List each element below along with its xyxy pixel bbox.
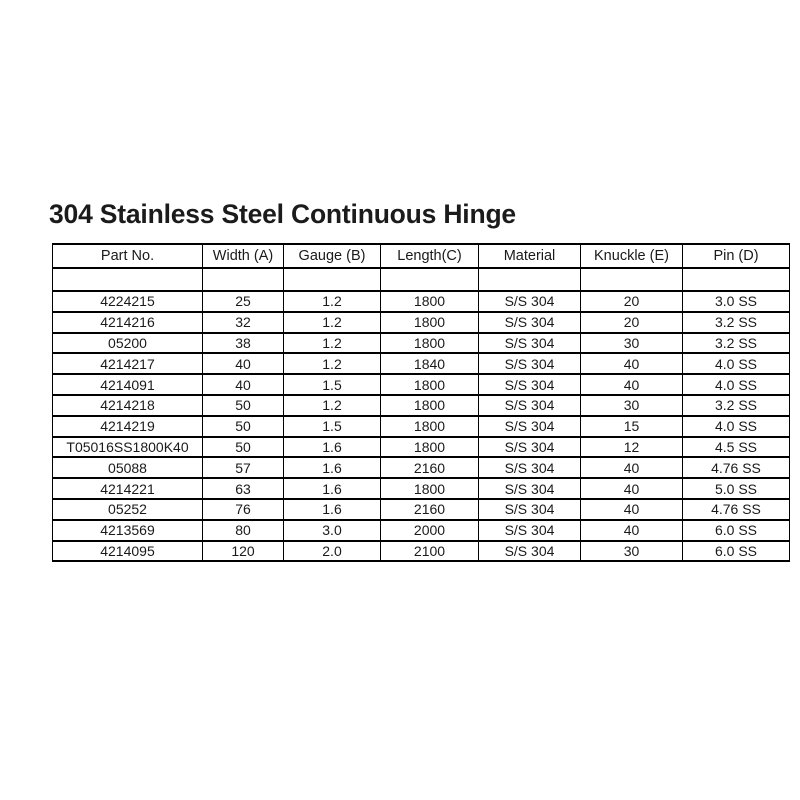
table-cell: 40 — [203, 374, 284, 395]
table-cell: 1840 — [381, 353, 479, 374]
table-cell: 30 — [581, 333, 683, 354]
table-cell: 1.6 — [284, 499, 381, 520]
table-cell: 4.0 SS — [683, 353, 790, 374]
spacer-cell — [381, 268, 479, 291]
table-row — [53, 520, 790, 541]
table-cell: 4.76 SS — [683, 457, 790, 478]
table-cell: 20 — [581, 312, 683, 333]
table-cell: 40 — [581, 478, 683, 499]
table-cell: 6.0 SS — [683, 520, 790, 541]
table-cell: 20 — [581, 291, 683, 312]
table-row — [53, 312, 790, 333]
table-cell: 05200 — [53, 333, 203, 354]
spacer-cell — [53, 268, 203, 291]
table-cell: 4214221 — [53, 478, 203, 499]
table-row — [53, 395, 790, 416]
table-cell: 3.2 SS — [683, 312, 790, 333]
table-cell: 30 — [581, 541, 683, 562]
spec-table — [52, 243, 790, 562]
table-cell: S/S 304 — [479, 499, 581, 520]
table-cell: 1800 — [381, 312, 479, 333]
table-cell: 1.6 — [284, 437, 381, 458]
table-cell: 63 — [203, 478, 284, 499]
table-cell: 40 — [581, 499, 683, 520]
table-cell: 3.2 SS — [683, 395, 790, 416]
table-cell: 1.2 — [284, 291, 381, 312]
header-cell-2: Gauge (B) — [284, 244, 381, 268]
table-cell: 4214217 — [53, 353, 203, 374]
table-cell: 2000 — [381, 520, 479, 541]
table-cell: 1800 — [381, 333, 479, 354]
table-cell: 4.0 SS — [683, 374, 790, 395]
table-cell: 40 — [581, 457, 683, 478]
table-cell: S/S 304 — [479, 333, 581, 354]
table-cell: 40 — [581, 353, 683, 374]
table-cell: 76 — [203, 499, 284, 520]
table-cell: 2160 — [381, 457, 479, 478]
table-row — [53, 291, 790, 312]
table-cell: 57 — [203, 457, 284, 478]
table-cell: 3.0 — [284, 520, 381, 541]
table-row — [53, 457, 790, 478]
table-cell: 2100 — [381, 541, 479, 562]
table-cell: 1.5 — [284, 374, 381, 395]
spacer-cell — [284, 268, 381, 291]
header-row — [53, 244, 790, 268]
table-cell: 25 — [203, 291, 284, 312]
table-row — [53, 416, 790, 437]
table-cell: 3.0 SS — [683, 291, 790, 312]
table-cell: 50 — [203, 395, 284, 416]
table-cell: 1800 — [381, 374, 479, 395]
header-cell-5: Knuckle (E) — [581, 244, 683, 268]
table-cell: 40 — [203, 353, 284, 374]
table-cell: S/S 304 — [479, 395, 581, 416]
table-row — [53, 541, 790, 562]
table-cell: 50 — [203, 416, 284, 437]
table-cell: 1800 — [381, 291, 479, 312]
table-cell: 2160 — [381, 499, 479, 520]
table-cell: 3.2 SS — [683, 333, 790, 354]
header-cell-4: Material — [479, 244, 581, 268]
table-cell: 4213569 — [53, 520, 203, 541]
table-cell: 1.2 — [284, 353, 381, 374]
table-cell: 38 — [203, 333, 284, 354]
table-cell: 15 — [581, 416, 683, 437]
header-cell-0: Part No. — [53, 244, 203, 268]
table-cell: 4214219 — [53, 416, 203, 437]
table-cell: S/S 304 — [479, 353, 581, 374]
table-row — [53, 374, 790, 395]
table-cell: 1.2 — [284, 333, 381, 354]
table-cell: 1.6 — [284, 478, 381, 499]
table-cell: S/S 304 — [479, 478, 581, 499]
header-cell-6: Pin (D) — [683, 244, 790, 268]
table-cell: T05016SS1800K40 — [53, 437, 203, 458]
spacer-cell — [203, 268, 284, 291]
table-cell: S/S 304 — [479, 541, 581, 562]
table-cell: 1.6 — [284, 457, 381, 478]
table-cell: 1800 — [381, 395, 479, 416]
table-cell: 50 — [203, 437, 284, 458]
table-cell: 1.2 — [284, 312, 381, 333]
table-cell: 1800 — [381, 437, 479, 458]
table-cell: S/S 304 — [479, 437, 581, 458]
header-cell-3: Length(C) — [381, 244, 479, 268]
table-row — [53, 437, 790, 458]
table-cell: 120 — [203, 541, 284, 562]
table-cell: 40 — [581, 520, 683, 541]
table-cell: 05088 — [53, 457, 203, 478]
table-cell: 4.5 SS — [683, 437, 790, 458]
table-cell: 80 — [203, 520, 284, 541]
page-title: 304 Stainless Steel Continuous Hinge — [49, 199, 516, 229]
spacer-cell — [581, 268, 683, 291]
table-cell: 12 — [581, 437, 683, 458]
table-cell: 4214095 — [53, 541, 203, 562]
table-cell: S/S 304 — [479, 520, 581, 541]
table-cell: 1800 — [381, 416, 479, 437]
table-cell: 4224215 — [53, 291, 203, 312]
table-cell: 2.0 — [284, 541, 381, 562]
table-cell: S/S 304 — [479, 457, 581, 478]
table-cell: S/S 304 — [479, 312, 581, 333]
table-cell: S/S 304 — [479, 416, 581, 437]
table-cell: S/S 304 — [479, 291, 581, 312]
table-cell: 4.0 SS — [683, 416, 790, 437]
table-cell: 40 — [581, 374, 683, 395]
table-cell: 6.0 SS — [683, 541, 790, 562]
table-cell: 1.2 — [284, 395, 381, 416]
spacer-cell — [683, 268, 790, 291]
header-cell-1: Width (A) — [203, 244, 284, 268]
table-cell: 4.76 SS — [683, 499, 790, 520]
table-cell: 32 — [203, 312, 284, 333]
table-row — [53, 353, 790, 374]
spacer-cell — [479, 268, 581, 291]
table-cell: 5.0 SS — [683, 478, 790, 499]
table-row — [53, 478, 790, 499]
table-row — [53, 333, 790, 354]
table-cell: 05252 — [53, 499, 203, 520]
table-cell: 1.5 — [284, 416, 381, 437]
table-cell: 4214218 — [53, 395, 203, 416]
table-cell: S/S 304 — [479, 374, 581, 395]
spacer-row — [53, 268, 790, 291]
table-cell: 4214091 — [53, 374, 203, 395]
table-row — [53, 499, 790, 520]
table-cell: 4214216 — [53, 312, 203, 333]
table-cell: 1800 — [381, 478, 479, 499]
table-cell: 30 — [581, 395, 683, 416]
